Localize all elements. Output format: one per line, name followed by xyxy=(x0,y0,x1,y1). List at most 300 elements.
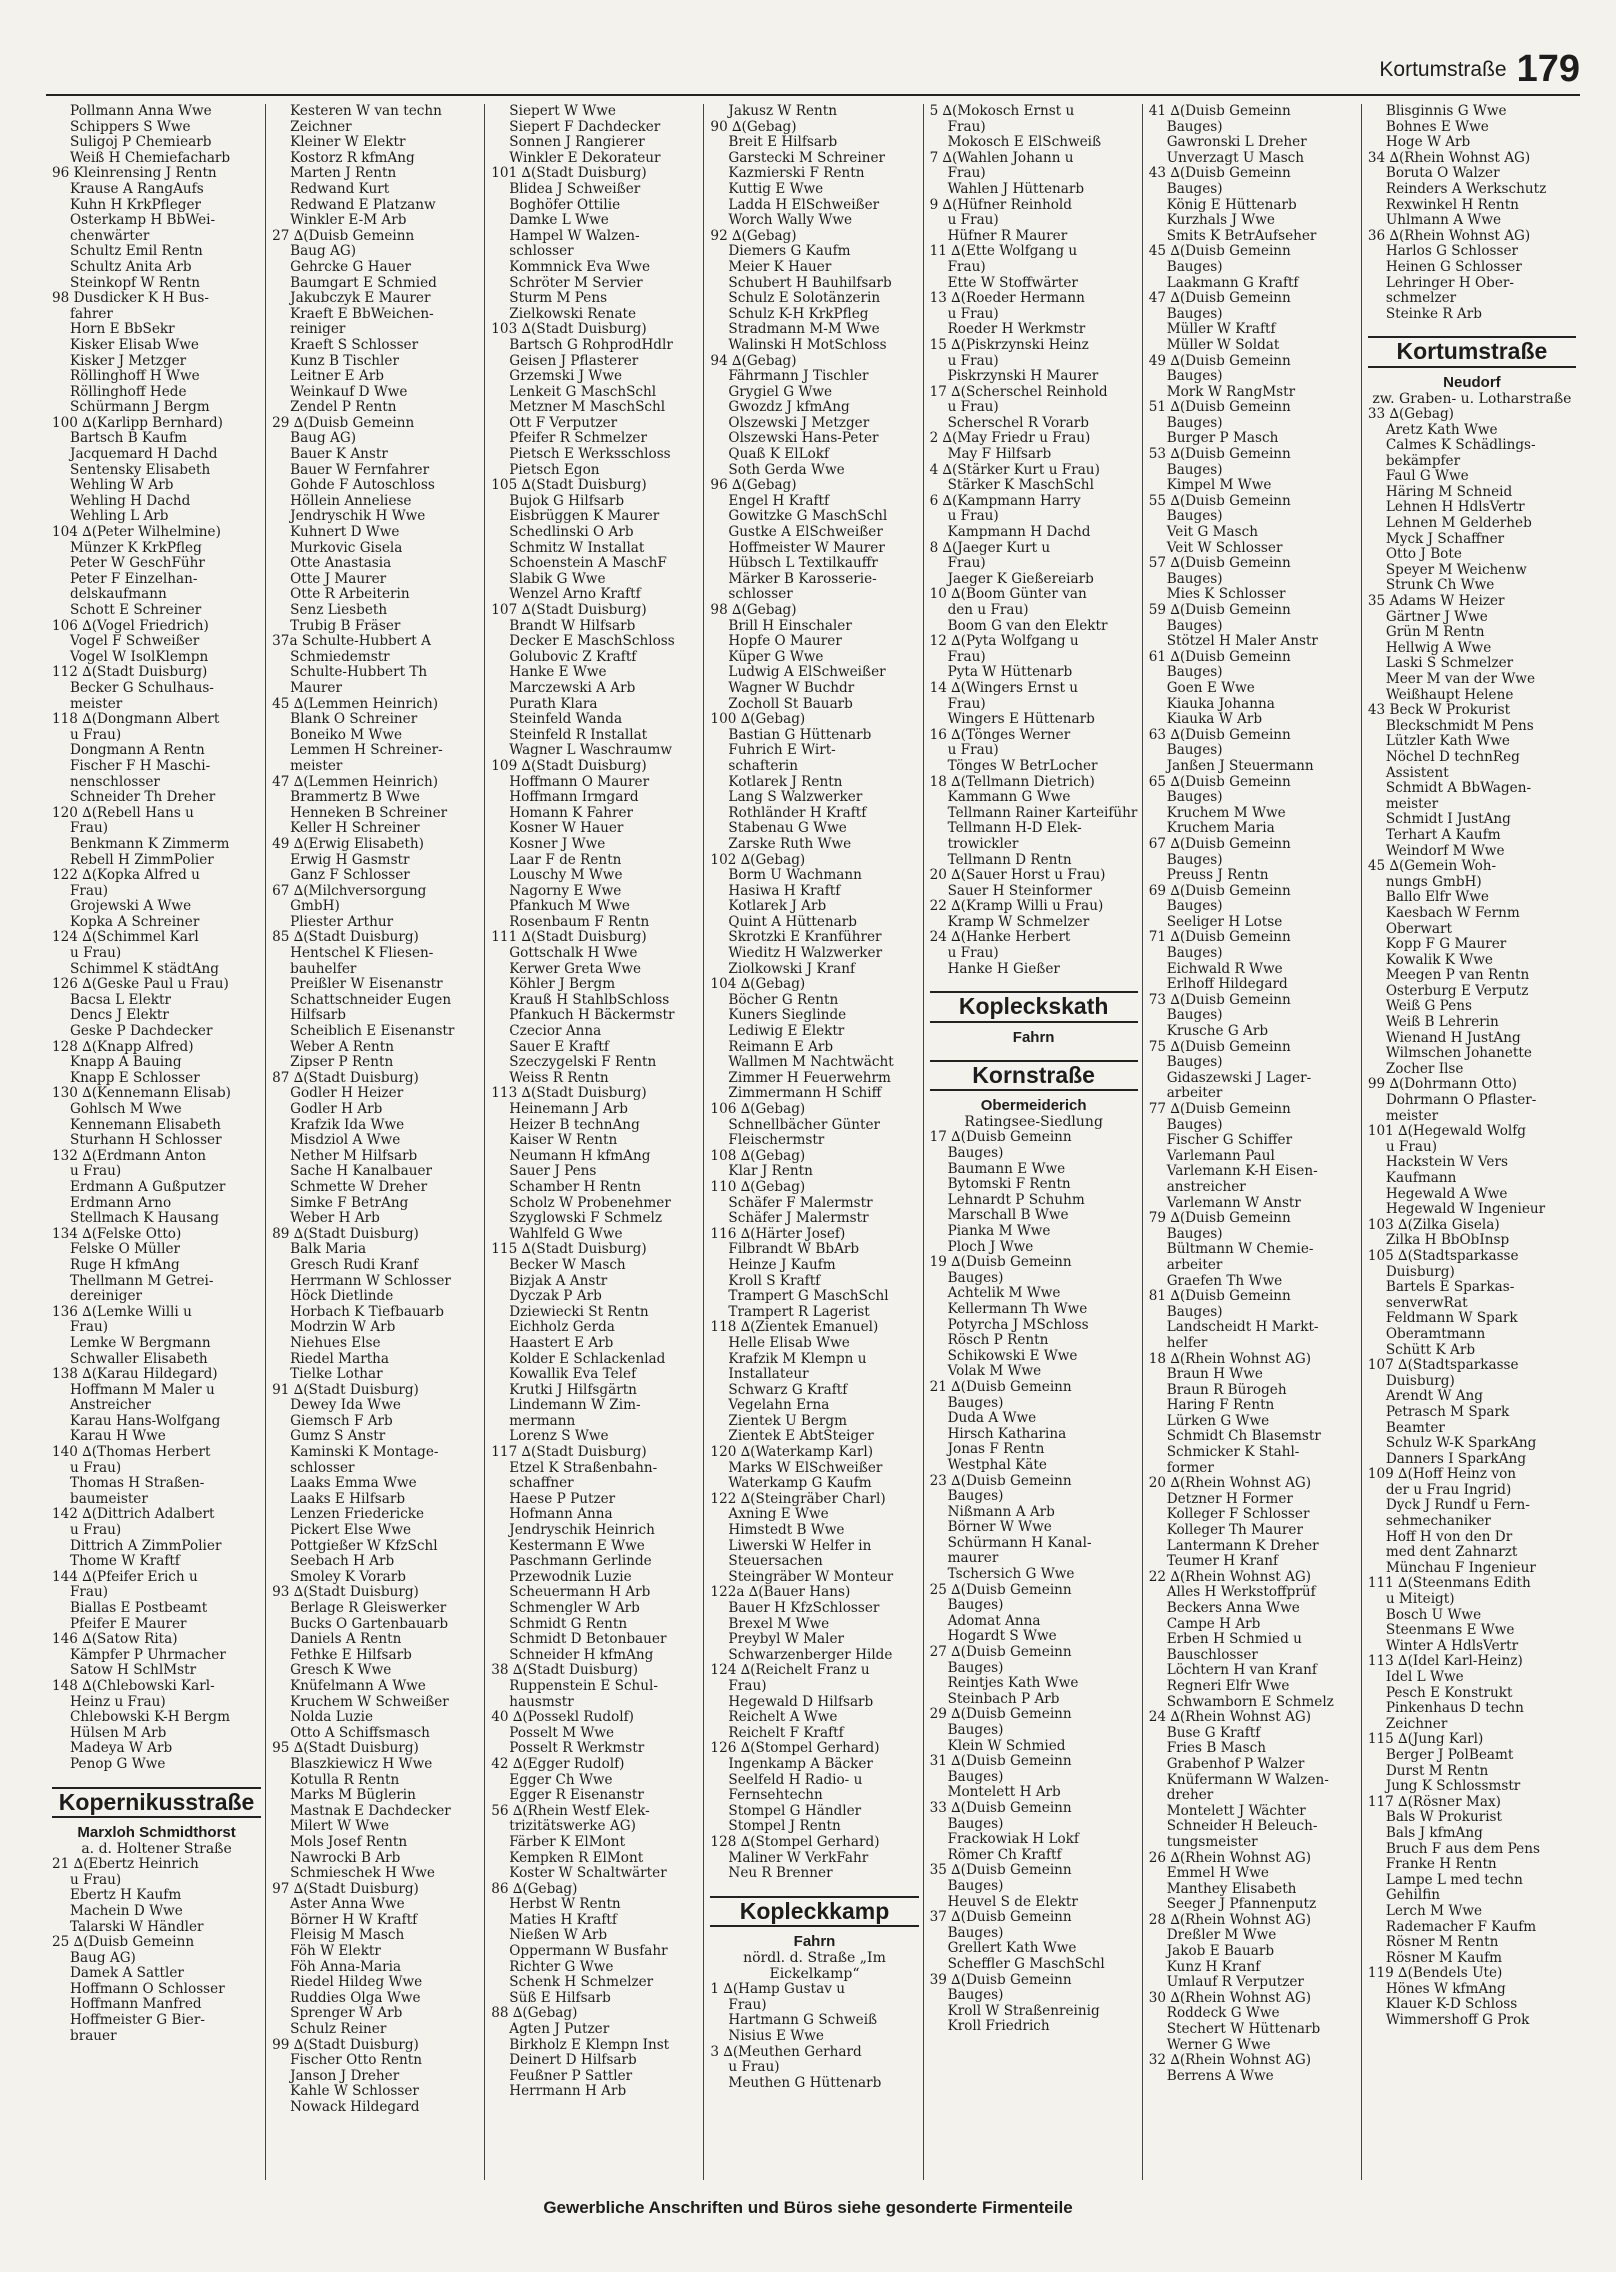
directory-entry: Stradmann M-M Wwe xyxy=(728,322,880,338)
directory-entry: Ebertz H Kaufm xyxy=(70,1888,182,1904)
directory-entry: Godler H Heizer xyxy=(290,1086,404,1102)
directory-entry: Kunz H Kranf xyxy=(1166,1959,1261,1975)
directory-entry: 35 Adams W Heizer xyxy=(1367,594,1505,610)
directory-entry: 57 ∆(Duisb Gemeinn xyxy=(1148,556,1291,572)
directory-entry: Schmidt I JustAng xyxy=(1385,812,1511,828)
directory-entry: Geske P Dachdecker xyxy=(70,1024,213,1040)
directory-entry: Gustke A ElSchweißer xyxy=(728,525,883,541)
directory-entry: Bauges) xyxy=(947,1723,1004,1738)
street-range-note: zw. Graben- u. Lotharstraße xyxy=(1372,390,1572,407)
directory-entry: Wimmershoff G Prok xyxy=(1385,2013,1530,2029)
directory-entry: Scholz W Probenehmer xyxy=(509,1195,671,1211)
directory-entry: Hackstein W Vers xyxy=(1385,1155,1508,1171)
directory-entry: Zeichner xyxy=(1385,1716,1448,1732)
directory-entry: Oppermann W Busfahr xyxy=(509,1944,668,1960)
directory-entry: Eichholz Gerda xyxy=(509,1320,615,1336)
directory-column xyxy=(1361,104,1580,2180)
directory-entry: Garstecki M Schreiner xyxy=(728,150,885,166)
directory-entry: Krauß H StahlbSchloss xyxy=(509,992,670,1008)
directory-entry: Lehnen H HdlsVertr xyxy=(1385,500,1525,516)
directory-entry: Kiauka Johanna xyxy=(1166,696,1275,712)
directory-entry: 37a Schulte-Hubbert A xyxy=(272,634,431,650)
directory-entry: Burger P Masch xyxy=(1166,431,1279,447)
directory-entry: 117 ∆(Rösner Max) xyxy=(1367,1794,1501,1810)
directory-entry: 104 ∆(Gebag) xyxy=(710,977,806,993)
directory-entry: Fethke E Hilfsarb xyxy=(290,1647,412,1663)
directory-entry: Terhart A Kaufm xyxy=(1385,827,1501,843)
directory-entry: 103 ∆(Zilka Gisela) xyxy=(1367,1217,1500,1233)
directory-entry: Regneri Elfr Wwe xyxy=(1166,1678,1290,1694)
directory-entry: Szyglowski F Schmelz xyxy=(509,1211,663,1227)
district-name: Obermeiderich xyxy=(980,1097,1087,1115)
directory-entry: Herrmann H Arb xyxy=(509,2084,627,2100)
directory-entry: 56 ∆(Rhein Westf Elek- xyxy=(491,1803,650,1819)
directory-entry: Börner H W Kraftf xyxy=(290,1912,418,1928)
directory-entry: Bauges) xyxy=(947,1489,1004,1505)
directory-entry: Kotulla R Rentn xyxy=(290,1772,400,1788)
directory-entry: 6 ∆(Kampmann Harry xyxy=(929,493,1081,509)
directory-entry: Misdziol A Wwe xyxy=(290,1133,401,1149)
directory-entry: Myck J Schaffner xyxy=(1385,531,1505,547)
directory-entry: Schamber H Rentn xyxy=(509,1179,641,1195)
directory-entry: Becker G Schulhaus- xyxy=(70,680,214,696)
directory-entry: Sauer J Pens xyxy=(509,1164,597,1180)
directory-entry: Heinemann J Arb xyxy=(509,1102,628,1117)
directory-entry: Bauges) xyxy=(947,1598,1004,1614)
directory-entry: 99 ∆(Dohrmann Otto) xyxy=(1367,1077,1517,1093)
directory-entry: Marks M Büglerin xyxy=(290,1788,416,1804)
directory-entry: 45 ∆(Duisb Gemeinn xyxy=(1148,244,1291,260)
directory-entry: Hofmann Anna xyxy=(509,1507,613,1523)
directory-entry: Kuhnert D Wwe xyxy=(290,525,400,541)
directory-entry: Oberamtmann xyxy=(1385,1326,1486,1342)
directory-entry: Frau) xyxy=(728,1997,767,2013)
directory-entry: schaffner xyxy=(509,1476,574,1492)
directory-entry: Kuhn H KrkPfleger xyxy=(70,197,202,213)
directory-entry: Rösner M Kaufm xyxy=(1385,1950,1503,1966)
directory-entry: Heinz u Frau) xyxy=(70,1694,166,1710)
directory-entry: Hampel W Walzen- xyxy=(509,228,640,244)
directory-entry: 134 ∆(Felske Otto) xyxy=(52,1226,182,1242)
directory-entry: 49 ∆(Erwig Elisabeth) xyxy=(272,836,424,852)
directory-entry: anstreicher xyxy=(1166,1179,1246,1195)
directory-entry: 97 ∆(Stadt Duisburg) xyxy=(272,1881,419,1897)
directory-entry: Nießen W Arb xyxy=(509,1928,608,1944)
directory-entry: Bauges) xyxy=(1166,618,1223,634)
directory-entry: Fleisig M Masch xyxy=(290,1928,405,1944)
directory-entry: Kotlarek J Arb xyxy=(728,899,827,915)
directory-entry: Lorenz S Wwe xyxy=(509,1429,609,1445)
directory-entry: Bauges) xyxy=(947,1925,1004,1941)
directory-entry: Zarske Ruth Wwe xyxy=(728,836,852,852)
directory-entry: Lürken G Wwe xyxy=(1166,1413,1270,1429)
directory-entry: Sauer H Steinformer xyxy=(947,883,1092,899)
directory-entry: 142 ∆(Dittrich Adalbert xyxy=(52,1507,215,1523)
directory-entry: 106 ∆(Gebag) xyxy=(710,1102,806,1117)
directory-entry: trizitätswerke AG) xyxy=(509,1819,636,1835)
directory-entry: Zielkowski Renate xyxy=(509,306,637,322)
directory-entry: Stellmach K Hausang xyxy=(70,1211,219,1227)
directory-entry: Pinkenhaus D techn xyxy=(1385,1701,1524,1717)
directory-entry: Schimmel K städtAng xyxy=(70,961,219,977)
directory-entry: 5 ∆(Mokosch Ernst u xyxy=(929,104,1075,119)
directory-entry: 33 ∆(Gebag) xyxy=(1367,406,1454,422)
directory-entry: Bauges) xyxy=(1166,665,1223,681)
directory-entry: sehmechaniker xyxy=(1385,1514,1491,1530)
directory-entry: Lemke W Bergmann xyxy=(70,1335,211,1351)
directory-entry: Müller W Soldat xyxy=(1166,337,1280,353)
directory-entry: Bauges) xyxy=(1166,1055,1223,1071)
directory-entry: Milert W Wwe xyxy=(290,1819,390,1835)
directory-entry: 101 ∆(Hegewald Wolfg xyxy=(1367,1124,1526,1140)
directory-entry: Jendryschik H Wwe xyxy=(290,509,426,525)
directory-entry: 63 ∆(Duisb Gemeinn xyxy=(1148,727,1291,743)
directory-entry: Waterkamp G Kaufm xyxy=(728,1476,872,1492)
directory-entry: Bauges) xyxy=(947,1878,1004,1894)
directory-entry: Seeger J Pfannenputz xyxy=(1166,1897,1317,1913)
directory-entry: 1 ∆(Hamp Gustav u xyxy=(710,1982,845,1998)
directory-entry: Bauer W Fernfahrer xyxy=(290,462,430,478)
directory-entry: Strunk Ch Wwe xyxy=(1385,578,1495,594)
directory-entry: meister xyxy=(70,696,123,712)
directory-entry: Olszewski J Metzger xyxy=(728,415,870,431)
directory-entry: Horn E BbSekr xyxy=(70,322,175,338)
directory-entry: 42 ∆(Egger Rudolf) xyxy=(491,1756,625,1772)
directory-column xyxy=(923,104,1142,2180)
district-name: Fahrn xyxy=(793,1933,836,1951)
directory-entry: Frau) xyxy=(947,649,986,665)
directory-entry: Schürmann H Kanal- xyxy=(947,1535,1092,1551)
directory-entry: Haring F Rentn xyxy=(1166,1398,1275,1414)
directory-entry: bekämpfer xyxy=(1385,453,1461,469)
directory-entry: Kruchem W Schweißer xyxy=(290,1694,449,1710)
directory-entry: Bauges) xyxy=(1166,743,1223,759)
directory-entry: Wingers E Hüttenarb xyxy=(947,712,1095,728)
directory-entry: Marten J Rentn xyxy=(290,166,397,182)
district-name: Neudorf xyxy=(1443,373,1501,391)
directory-entry: Pfankuch M Wwe xyxy=(509,899,630,915)
directory-entry: 75 ∆(Duisb Gemeinn xyxy=(1148,1039,1291,1055)
directory-entry: Janson J Dreher xyxy=(290,2068,400,2084)
directory-entry: Marschall B Wwe xyxy=(947,1208,1069,1224)
directory-entry: Schäfer F Malermstr xyxy=(728,1195,873,1211)
directory-entry: Thome W Kraftf xyxy=(70,1554,180,1570)
directory-entry: Baumann E Wwe xyxy=(947,1161,1066,1177)
directory-entry: 128 ∆(Stompel Gerhard) xyxy=(710,1834,880,1850)
directory-entry: Kellermann Th Wwe xyxy=(947,1301,1088,1317)
directory-entry: Roeder H Werkmstr xyxy=(947,322,1086,338)
directory-entry: Pliester Arthur xyxy=(290,914,394,930)
directory-entry: 29 ∆(Duisb Gemeinn xyxy=(272,415,415,431)
directory-entry: Lerch M Wwe xyxy=(1385,1903,1482,1919)
directory-entry: Siepert F Dachdecker xyxy=(509,119,661,135)
directory-entry: Tschersich G Wwe xyxy=(947,1567,1075,1583)
directory-entry: Fischer G Schiffer xyxy=(1166,1133,1293,1149)
directory-entry: Stechert W Hüttenarb xyxy=(1166,2022,1321,2038)
directory-entry: Uhlmann A Wwe xyxy=(1385,213,1502,229)
directory-entry: u Frau) xyxy=(70,946,122,962)
directory-entry: Kerwer Greta Wwe xyxy=(509,961,642,977)
directory-entry: 40 ∆(Possekl Rudolf) xyxy=(491,1710,634,1726)
directory-entry: Landscheidt H Markt- xyxy=(1166,1320,1319,1336)
directory-entry: Schippers S Wwe xyxy=(70,119,191,135)
directory-entry: Penop G Wwe xyxy=(70,1756,166,1772)
directory-entry: Frau) xyxy=(947,119,986,135)
directory-entry: Aster Anna Wwe xyxy=(290,1897,405,1913)
directory-entry: Brexel M Wwe xyxy=(728,1616,830,1632)
directory-entry: Bauges) xyxy=(1166,571,1223,587)
directory-entry: 124 ∆(Schimmel Karl xyxy=(52,930,199,946)
directory-entry: Eichwald R Wwe xyxy=(1166,961,1283,977)
directory-entry: Fernsehtechn xyxy=(728,1788,823,1804)
directory-entry: 8 ∆(Jaeger Kurt u xyxy=(929,540,1051,556)
directory-entry: Müller W Kraftf xyxy=(1166,322,1276,338)
street-range-note: Ratingsee-Siedlung xyxy=(964,1114,1103,1131)
directory-entry: Bauges) xyxy=(1166,1008,1223,1024)
directory-entry: Schmitz W Installat xyxy=(509,540,645,556)
directory-entry: Lemmen H Schreiner- xyxy=(290,743,443,759)
directory-entry: Marks W ElSchweißer xyxy=(728,1460,883,1476)
directory-entry: Simke F BetrAng xyxy=(290,1195,409,1211)
directory-entry: Graefen Th Wwe xyxy=(1166,1273,1283,1289)
directory-entry: 109 ∆(Hoff Heinz von xyxy=(1367,1467,1517,1483)
directory-entry: Frau) xyxy=(947,696,986,712)
directory-entry: Stompel J Rentn xyxy=(728,1819,841,1835)
directory-entry: Winkler E-M Arb xyxy=(290,213,407,229)
directory-entry: 18 ∆(Tellmann Dietrich) xyxy=(929,774,1095,790)
directory-entry: Baug AG) xyxy=(290,244,356,260)
directory-entry: 88 ∆(Gebag) xyxy=(491,2006,578,2022)
directory-entry: Kommnick Eva Wwe xyxy=(509,259,650,275)
directory-entry: 89 ∆(Stadt Duisburg) xyxy=(272,1226,419,1242)
directory-entry: Bauges) xyxy=(1166,259,1223,275)
directory-entry: Schoenstein A MaschF xyxy=(509,556,667,572)
directory-entry: Gwozdz J kfmAng xyxy=(728,400,850,416)
directory-entry: May F Hilfsarb xyxy=(947,447,1052,463)
directory-entry: Reichelt F Kraftf xyxy=(728,1725,844,1741)
directory-entry: Jonas F Rentn xyxy=(947,1442,1045,1458)
directory-entry: Frackowiak H Lokf xyxy=(947,1832,1079,1848)
directory-entry: 94 ∆(Gebag) xyxy=(710,353,797,369)
directory-entry: Jakusz W Rentn xyxy=(728,104,837,119)
directory-entry: Ruge H kfmAng xyxy=(70,1257,180,1273)
directory-entry: Reimann E Arb xyxy=(728,1039,834,1055)
directory-entry: u Frau) xyxy=(947,946,999,962)
directory-entry: Bauges) xyxy=(1166,946,1223,962)
directory-entry: 107 ∆(Stadt Duisburg) xyxy=(491,603,647,618)
directory-entry: 59 ∆(Duisb Gemeinn xyxy=(1148,603,1291,618)
directory-entry: schlosser xyxy=(728,587,793,603)
directory-entry: Zeichner xyxy=(290,119,352,135)
directory-entry: Fleischermstr xyxy=(728,1133,825,1149)
directory-entry: Weber A Rentn xyxy=(290,1039,395,1055)
directory-entry: Marczewski A Arb xyxy=(509,680,636,696)
directory-entry: 7 ∆(Wahlen Johann u xyxy=(929,150,1074,166)
directory-entry: 136 ∆(Lemke Willi u xyxy=(52,1304,192,1320)
directory-entry: Nether M Hilfsarb xyxy=(290,1148,418,1164)
directory-entry: Duda A Wwe xyxy=(947,1411,1037,1427)
directory-entry: Damek A Sattler xyxy=(70,1966,184,1982)
directory-entry: Bauges) xyxy=(1166,369,1223,385)
directory-entry: 116 ∆(Härter Josef) xyxy=(710,1226,846,1242)
directory-entry: 87 ∆(Stadt Duisburg) xyxy=(272,1070,419,1086)
directory-entry: Kostorz R kfmAng xyxy=(290,150,415,166)
directory-entry: Detzner H Former xyxy=(1166,1491,1293,1507)
directory-entry: Aretz Kath Wwe xyxy=(1385,422,1498,438)
directory-entry: Erlhoff Hildegard xyxy=(1166,977,1288,993)
directory-entry: Kolleger F Schlosser xyxy=(1166,1507,1310,1523)
directory-entry: Kramp W Schmelzer xyxy=(947,914,1090,930)
directory-entry: Weißhaupt Helene xyxy=(1385,687,1514,703)
directory-entry: Wahlen J Hüttenarb xyxy=(947,181,1085,197)
directory-entry: Frau) xyxy=(70,1320,109,1336)
directory-entry: Veit G Masch xyxy=(1166,525,1258,541)
directory-entry: Kennemann Elisabeth xyxy=(70,1117,221,1133)
directory-entry: 43 ∆(Duisb Gemeinn xyxy=(1148,166,1291,182)
directory-entry: 126 ∆(Geske Paul u Frau) xyxy=(52,977,229,993)
directory-entry: Bruch F aus dem Pens xyxy=(1385,1841,1540,1857)
directory-entry: Schenk H Schmelzer xyxy=(509,1975,654,1991)
directory-entry: 45 ∆(Gemein Woh- xyxy=(1367,859,1497,875)
directory-entry: Hasiwa H Kraftf xyxy=(728,883,841,899)
directory-entry: Zimmermann H Schiff xyxy=(728,1086,882,1102)
directory-entry: Sache H Kanalbauer xyxy=(290,1164,433,1180)
directory-entry: Weiß H Chemiefacharb xyxy=(70,150,231,166)
directory-entry: Piskrzynski H Maurer xyxy=(947,369,1099,385)
directory-entry: 18 ∆(Rhein Wohnst AG) xyxy=(1148,1351,1312,1367)
directory-entry: Grün M Rentn xyxy=(1385,625,1485,641)
directory-entry: Jung K Schlossmstr xyxy=(1385,1779,1521,1795)
directory-entry: 39 ∆(Duisb Gemeinn xyxy=(929,1972,1072,1988)
directory-entry: arbeiter xyxy=(1166,1257,1223,1273)
directory-entry: 148 ∆(Chlebowski Karl- xyxy=(52,1678,215,1694)
directory-entry: Lehnardt P Schuhm xyxy=(947,1192,1085,1208)
directory-entry: schlosser xyxy=(509,244,574,260)
directory-entry: Petrasch M Spark xyxy=(1385,1404,1510,1420)
directory-entry: 105 ∆(Stadt Duisburg) xyxy=(491,478,647,494)
directory-entry: Buse G Kraftf xyxy=(1166,1725,1261,1741)
directory-entry: brauer xyxy=(70,2028,117,2044)
directory-entry: Dyczak P Arb xyxy=(509,1289,602,1305)
directory-entry: 90 ∆(Gebag) xyxy=(710,119,797,135)
directory-entry: Zilka H BbObInsp xyxy=(1385,1233,1510,1249)
directory-entry: u Frau) xyxy=(947,400,999,416)
directory-entry: 32 ∆(Rhein Wohnst AG) xyxy=(1148,2053,1312,2069)
directory-entry: Schneider H kfmAng xyxy=(509,1647,654,1663)
directory-entry: Schattschneider Eugen xyxy=(290,992,452,1008)
directory-entry: Potyrcha J MSchloss xyxy=(947,1317,1089,1333)
directory-entry: Montelett H Arb xyxy=(947,1785,1061,1801)
directory-entry: Höllein Anneliese xyxy=(290,493,412,509)
directory-entry: u Frau) xyxy=(70,727,122,743)
directory-entry: Schubert H Bauhilfsarb xyxy=(728,275,892,291)
directory-entry: senverwRat xyxy=(1385,1295,1468,1311)
directory-entry: Föh Anna-Maria xyxy=(290,1959,402,1975)
street-name: Kopleckskath xyxy=(958,993,1109,1020)
directory-entry: Vogel W IsolKlempn xyxy=(70,649,209,665)
directory-entry: Schott E Schreiner xyxy=(70,603,202,618)
directory-entry: 86 ∆(Gebag) xyxy=(491,1881,578,1897)
directory-entry: 79 ∆(Duisb Gemeinn xyxy=(1148,1211,1291,1227)
directory-entry: 99 ∆(Stadt Duisburg) xyxy=(272,2037,419,2053)
directory-entry: 14 ∆(Wingers Ernst u xyxy=(929,680,1079,696)
directory-column xyxy=(703,104,922,2180)
directory-entry: 49 ∆(Duisb Gemeinn xyxy=(1148,353,1291,369)
directory-entry: Breit E Hilfsarb xyxy=(728,135,838,151)
directory-entry: Pottgießer W KfzSchl xyxy=(290,1538,438,1554)
directory-entry: Rosenbaum F Rentn xyxy=(509,914,650,930)
directory-entry: 98 ∆(Gebag) xyxy=(710,603,797,618)
directory-entry: Schwamborn E Schmelz xyxy=(1166,1694,1334,1710)
directory-entry: Gresch K Wwe xyxy=(290,1663,392,1679)
directory-entry: Pfeifer E Maurer xyxy=(70,1616,187,1632)
directory-entry: Wenzel Arno Kraftf xyxy=(509,587,641,603)
directory-entry: Schmidt G Rentn xyxy=(509,1616,628,1632)
directory-entry: Kraeft S Schlosser xyxy=(290,337,419,353)
directory-entry: Heinze J Kaufm xyxy=(728,1257,836,1273)
directory-entry: Vegelahn Erna xyxy=(728,1398,830,1414)
directory-entry: Kroll Friedrich xyxy=(947,2019,1050,2035)
directory-entry: Bacsa L Elektr xyxy=(70,992,171,1008)
directory-entry: GmbH) xyxy=(290,899,340,915)
directory-entry: Kimpel M Wwe xyxy=(1166,478,1272,494)
directory-entry: Talarski W Händler xyxy=(70,1919,204,1935)
directory-entry: Osterkamp H BbWei- xyxy=(70,213,216,229)
directory-entry: Hopfe O Maurer xyxy=(728,634,842,650)
directory-entry: Frau) xyxy=(70,883,109,899)
directory-entry: Lindemann W Zim- xyxy=(509,1398,641,1414)
directory-entry: Golubovic Z Kraftf xyxy=(509,649,637,665)
directory-entry: 19 ∆(Duisb Gemeinn xyxy=(929,1255,1072,1271)
directory-entry: Bauges) xyxy=(1166,415,1223,431)
directory-entry: Smoley K Vorarb xyxy=(290,1569,406,1585)
directory-entry: Hartmann G Schweiß xyxy=(728,2013,878,2029)
directory-entry: Kolder E Schlackenlad xyxy=(509,1351,666,1367)
directory-entry: Börner W Wwe xyxy=(947,1520,1052,1536)
directory-entry: Berger J PolBeamt xyxy=(1385,1747,1514,1763)
directory-entry: Varlemann Paul xyxy=(1166,1148,1275,1164)
directory-entry: Seelfeld H Radio- u xyxy=(728,1772,863,1788)
directory-entry: Kämpfer P Uhrmacher xyxy=(70,1647,226,1663)
directory-entry: Sentensky Elisabeth xyxy=(70,462,211,478)
directory-entry: Gawronski L Dreher xyxy=(1166,135,1307,151)
directory-entry: Osterburg E Verputz xyxy=(1385,983,1529,999)
directory-entry: Baug AG) xyxy=(290,431,356,447)
directory-entry: u Frau) xyxy=(1385,1139,1438,1155)
directory-entry: Neu R Brenner xyxy=(728,1866,833,1882)
directory-entry: Ploch J Wwe xyxy=(947,1239,1034,1255)
directory-entry: 61 ∆(Duisb Gemeinn xyxy=(1148,649,1291,665)
directory-entry: Fischer Otto Rentn xyxy=(290,2053,422,2069)
directory-entry: Kuners Sieglinde xyxy=(728,1008,847,1024)
directory-entry: dereiniger xyxy=(70,1289,142,1305)
directory-entry: Schmieschek H Wwe xyxy=(290,1866,435,1882)
directory-entry: Madeya W Arb xyxy=(70,1741,173,1757)
directory-entry: 10 ∆(Boom Günter van xyxy=(929,587,1087,603)
directory-entry: Häring M Schneid xyxy=(1385,484,1513,500)
directory-entry: Calmes K Schädlings- xyxy=(1385,438,1536,454)
directory-entry: 122a ∆(Bauer Hans) xyxy=(710,1585,851,1601)
directory-entry: Decker E MaschSchloss xyxy=(509,634,675,650)
directory-entry: Hellwig A Wwe xyxy=(1385,640,1492,656)
street-section-heading xyxy=(1368,336,1576,368)
directory-entry: Scheiblich E Eisenanstr xyxy=(290,1024,455,1040)
directory-entry: Murkovic Gisela xyxy=(290,540,403,556)
directory-entry: Trampert G MaschSchl xyxy=(728,1289,889,1305)
directory-entry: Horbach K Tiefbauarb xyxy=(290,1304,445,1320)
directory-entry: Steinfeld Wanda xyxy=(509,712,623,728)
directory-entry: Kunz B Tischler xyxy=(290,353,399,369)
